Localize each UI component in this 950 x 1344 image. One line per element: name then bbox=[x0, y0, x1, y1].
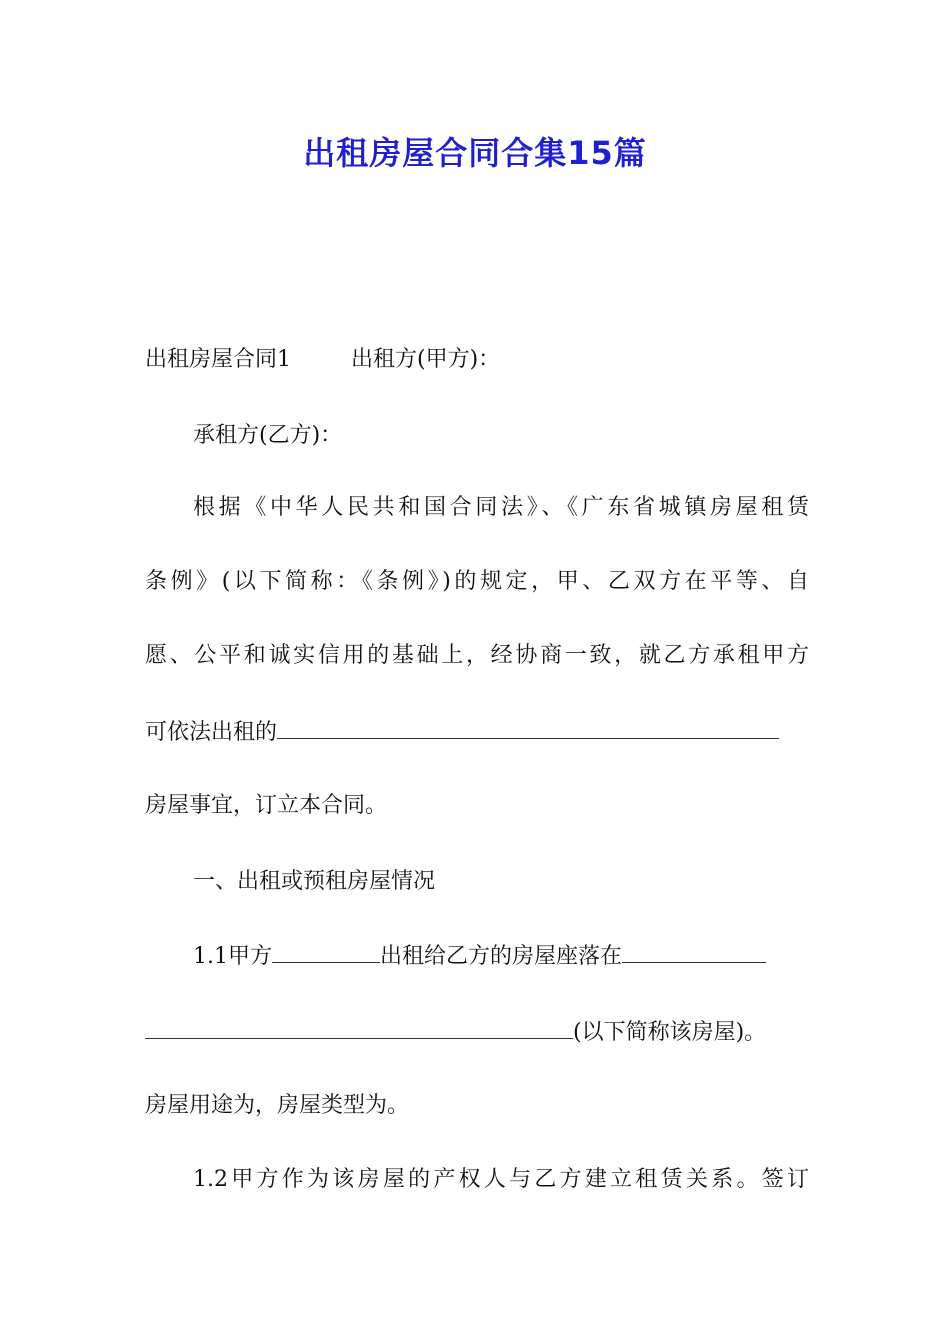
paragraph-line: 愿、公平和诚实信用的基础上，经协商一致，就乙方承租甲方 bbox=[145, 643, 809, 668]
paragraph-line: 条例》(以下简称：《条例》)的规定，甲、乙双方在平等、自 bbox=[145, 569, 809, 594]
clause-text: (以下简称该房屋)。 bbox=[573, 1020, 767, 1045]
paragraph-line: 房屋事宜，订立本合同。 bbox=[145, 793, 388, 818]
fill-in-blank bbox=[622, 938, 766, 963]
clause-line: 1.2甲方作为该房屋的产权人与乙方建立租赁关系。签订 bbox=[193, 1167, 809, 1192]
fill-in-blank bbox=[145, 1014, 573, 1039]
fill-in-blank bbox=[277, 714, 779, 739]
fill-in-blank bbox=[272, 938, 380, 963]
document-title: 出租房屋合同合集15篇 bbox=[303, 134, 647, 172]
lessor-label: 出租方(甲方)： bbox=[351, 347, 501, 372]
clause-line: 房屋用途为，房屋类型为。 bbox=[145, 1093, 410, 1118]
contract-heading: 出租房屋合同1 bbox=[145, 347, 291, 372]
section-heading: 一、出租或预租房屋情况 bbox=[193, 869, 436, 894]
contract-heading-line bbox=[145, 342, 809, 378]
paragraph-text: 可依法出租的 bbox=[145, 720, 278, 745]
clause-line bbox=[145, 1014, 809, 1051]
clause-text: 出租给乙方的房屋座落在 bbox=[380, 944, 623, 969]
lessee-label: 承租方(乙方)： bbox=[193, 423, 343, 448]
clause-number-text: 1.1甲方 bbox=[193, 944, 272, 969]
paragraph-line: 根据《中华人民共和国合同法》、《广东省城镇房屋租赁 bbox=[193, 495, 809, 520]
paragraph-line-with-blank bbox=[145, 714, 809, 751]
clause-line bbox=[193, 938, 809, 975]
